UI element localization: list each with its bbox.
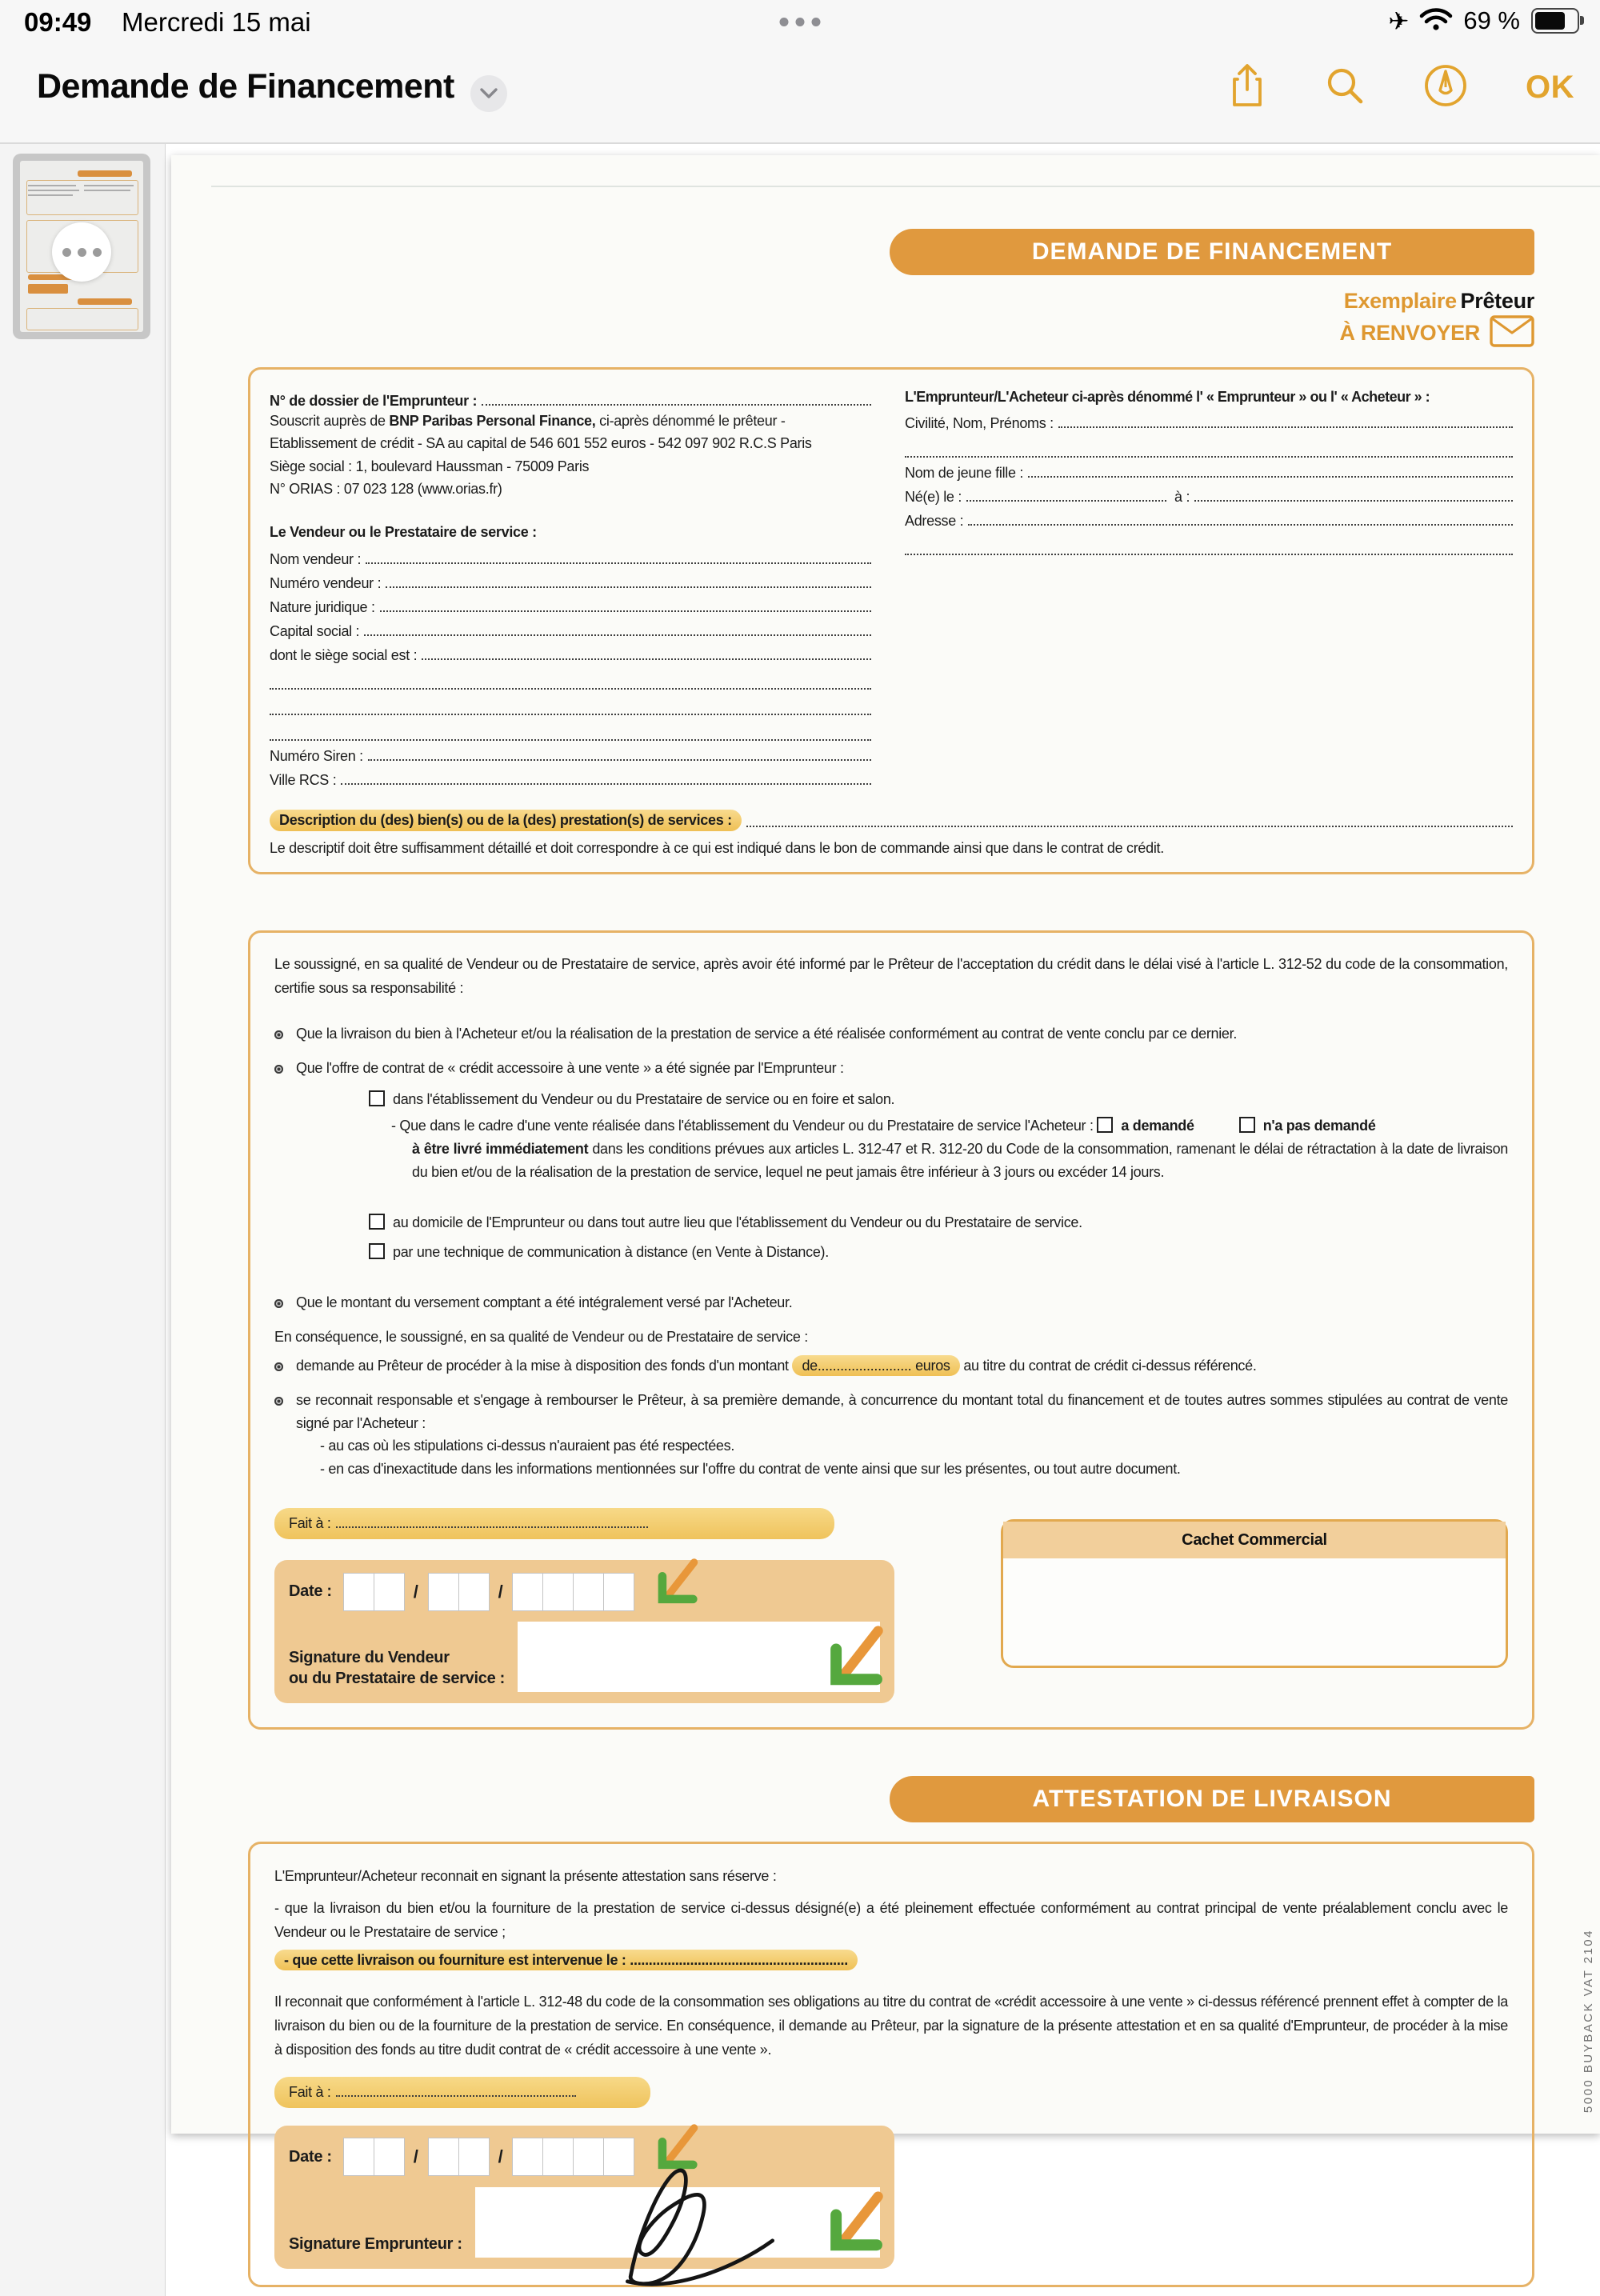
nom-vendeur-label: Nom vendeur : (270, 550, 362, 567)
preteur-line4: N° ORIAS : 07 023 128 (www.orias.fr) (270, 481, 502, 498)
capital-social-label: Capital social : (270, 622, 360, 639)
date-day-cells[interactable] (343, 2138, 404, 2176)
nature-juridique-label: Nature juridique : (270, 598, 375, 615)
adresse-field-line2[interactable] (905, 530, 1513, 555)
fait-a-field[interactable] (336, 2095, 576, 2097)
section-header-demande: DEMANDE DE FINANCEMENT (890, 229, 1534, 275)
date-year-cells[interactable] (512, 1573, 634, 1611)
section-header-attestation: ATTESTATION DE LIVRAISON (890, 1776, 1534, 1822)
multitask-dots-icon (780, 18, 821, 26)
rcs-field[interactable] (341, 783, 871, 785)
bullet-livraison: Que la livraison du bien à l'Acheteur et/ou la réalisation de la prestation de service a été réalisée conformément au contrat de vente conclu par ce dernier. (274, 1022, 1508, 1046)
description-field[interactable] (746, 826, 1513, 827)
siren-label: Numéro Siren : (270, 747, 363, 764)
vendeur-signature-field[interactable] (518, 1622, 880, 1692)
date-separator: / (498, 2146, 503, 2167)
ok-button[interactable]: OK (1526, 70, 1574, 105)
share-button[interactable] (1228, 62, 1266, 113)
bullet-offre: Que l'offre de contrat de « crédit accessoire à une vente » a été signée par l'Emprunteur : (274, 1057, 1508, 1080)
adresse-field[interactable] (968, 524, 1513, 526)
emprunteur-signature-block (274, 2126, 894, 2269)
ne-le-field[interactable] (966, 500, 1166, 502)
date-label: Date : (289, 1582, 332, 1601)
attestation-box (248, 1842, 1534, 2287)
attestation-intro: L'Emprunteur/Acheteur reconnait en signant la présente attestation sans réserve : (274, 1868, 777, 1885)
search-icon (1324, 65, 1366, 106)
attestation-dash1: - que la livraison du bien et/ou la fourniture de la prestation de service ci-dessus désigné(e) a été pleinement effectuée conformément au contrat principal de vente préalablement conclu avec le Vendeur ou le Prestataire de service ; (274, 1899, 1508, 1940)
montant-field[interactable]: de......................... euros (792, 1355, 959, 1376)
sign-here-icon[interactable] (826, 2191, 891, 2261)
signature-vendeur-label: Signature du Vendeur ou du Prestataire de service : (289, 1649, 506, 1688)
certification-intro: Le soussigné, en sa qualité de Vendeur ou de Prestataire de service, après avoir été informé par le Prêteur de l'acceptation du crédit dans le délai visé à l'article L. 312-52 du code de la consommation, certifie sous sa responsabilité : (274, 955, 1508, 997)
annotate-button[interactable] (1423, 63, 1468, 112)
option-distance: par une technique de communication à distance (en Vente à Distance). (369, 1241, 1508, 1264)
share-icon (1228, 62, 1266, 109)
exemplaire-block (248, 286, 1534, 353)
attestation-paragraph2: Il reconnait que conformément à l'article L. 312-48 du code de la consommation ses obligations au titre du contrat de «crédit accessoire à une vente » ci-dessus référencé prennent effet à compter de la livraison du bien ou de la fourniture de la prestation de service. En conséquence, il demande au Prêteur, par la signature de la présente attestation et en sa qualité d'Emprunteur, de procéder à la mise à disposition des fonds au titre dudit contrat de « crédit accessoire à une vente ». (274, 1993, 1508, 2058)
vendeur-header: Le Vendeur ou le Prestataire de service : (270, 524, 537, 541)
sign-here-icon[interactable] (654, 1558, 704, 1612)
fait-a-emprunteur (274, 2077, 650, 2108)
jeune-fille-field[interactable] (1028, 476, 1513, 478)
status-time: 09:49 (24, 7, 92, 37)
battery-percent: 69 % (1463, 6, 1520, 34)
renvoyer-label: À RENVOYER (1339, 321, 1480, 346)
checkbox-na-pas-demande[interactable] (1239, 1117, 1255, 1133)
dossier-label: N° de dossier de l'Emprunteur : (270, 392, 478, 409)
fait-a-vendeur (274, 1508, 834, 1539)
ne-a-field[interactable] (1194, 500, 1513, 502)
description-label: Description du (des) bien(s) ou de la (des) prestation(s) de services : (270, 810, 742, 831)
app-chrome (0, 0, 1600, 144)
civilite-label: Civilité, Nom, Prénoms : (905, 415, 1054, 432)
handwritten-signature (616, 2156, 784, 2296)
option-vente-etablissement: - Que dans le cadre d'une vente réalisée dans l'établissement du Vendeur ou du Prestataire de service l'Acheteur : a demandé n'a pas demandé à être livré immédiatement dans les conditions prévues aux articles L. 312-47 et R. 312-20 du Code de la consommation, ramenant le délai de rétractation à la date de livraison du bien et/ou de la réalisation de la prestation de service, lequel ne peut jamais être inférieur à 3 jours ou excéder 14 jours. (391, 1114, 1508, 1184)
siege-social-label: dont le siège social est : (270, 646, 418, 663)
toolbar (0, 45, 1600, 141)
date-separator: / (498, 1581, 503, 1602)
date-day-cells[interactable] (343, 1573, 404, 1611)
civilite-field[interactable] (1058, 426, 1513, 428)
thumbnail-more-button[interactable] (52, 222, 111, 282)
chevron-down-icon (479, 87, 498, 100)
numero-vendeur-label: Numéro vendeur : (270, 574, 382, 591)
preteur-paragraph: Souscrit auprès de BNP Paribas Personal Finance, ci-après dénommé le prêteur - (270, 412, 786, 429)
siege-social-field-line2[interactable] (270, 664, 871, 690)
bullet-versement: Que le montant du versement comptant a été intégralement versé par l'Acheteur. (274, 1291, 1508, 1314)
cachet-commercial-box[interactable] (1001, 1519, 1508, 1668)
siege-social-field-line4[interactable] (270, 715, 871, 741)
exemplaire-value: Prêteur (1460, 289, 1534, 313)
livraison-date-field[interactable]: - que cette livraison ou fourniture est intervenue le : .......................................................... (274, 1950, 858, 1970)
livraison-immediate-text: à être livré immédiatement dans les conditions prévues aux articles L. 312-47 et R. 312-20 du Code de la consommation, ramenant le délai de rétractation à la date de livraison du bien et/ou de la réalisation de la prestation de service, lequel ne peut jamais être inférieur à 3 jours ou excéder 14 jours. (412, 1140, 1508, 1181)
vendeur-signature-block (274, 1560, 894, 1703)
bullet-responsable: se reconnait responsable et s'engage à rembourser le Prêteur, à sa première demande, à concurrence du montant total du financement et de toutes autres sommes stipulées au contrat de vente signé par l'Acheteur : - au cas où les stipulations ci-dessus n'auraient pas été respectées. - en cas d'inexactitude dans les informations mentionnées sur l'offre du contrat de vente ainsi que sur les présentes, ou tout autre document. (274, 1389, 1508, 1481)
pdf-page (171, 155, 1600, 2253)
adresse-label: Adresse : (905, 513, 964, 530)
status-bar (0, 0, 1600, 45)
date-month-cells[interactable] (428, 1573, 489, 1611)
certification-box (248, 930, 1534, 1730)
option-etablissement: dans l'établissement du Vendeur ou du Prestataire de service ou en foire et salon. (369, 1088, 1508, 1111)
fait-a-label: Fait à : (289, 1515, 331, 1532)
dossier-field[interactable] (482, 404, 871, 406)
title-menu-button[interactable] (470, 75, 507, 112)
bullet-montant: demande au Prêteur de procéder à la mise à disposition des fonds d'un montant de......................... euros au titre du contrat de crédit ci-dessus référencé. (274, 1354, 1508, 1378)
date-month-cells[interactable] (428, 2138, 489, 2176)
emprunteur-signature-field[interactable] (475, 2187, 880, 2258)
civilite-field-line2[interactable] (905, 432, 1513, 458)
option-domicile: au domicile de l'Emprunteur ou dans tout autre lieu que l'établissement du Vendeur ou du Prestataire de service. (369, 1211, 1508, 1234)
checkbox-etablissement[interactable] (369, 1090, 385, 1106)
battery-icon (1531, 8, 1579, 34)
rcs-label: Ville RCS : (270, 771, 337, 788)
siren-field[interactable] (368, 759, 871, 761)
dash-stipulations: - au cas où les stipulations ci-dessus n'auraient pas été respectées. (320, 1438, 735, 1454)
envelope-icon (1490, 315, 1534, 352)
emprunteur-header: L'Emprunteur/L'Acheteur ci-après dénommé l' « Emprunteur » ou l' « Acheteur » : (905, 388, 1430, 405)
jeune-fille-label: Nom de jeune fille : (905, 465, 1024, 482)
checkbox-distance[interactable] (369, 1243, 385, 1259)
capital-social-field[interactable] (364, 634, 871, 636)
siege-social-field[interactable] (422, 658, 871, 660)
pen-circle-icon (1423, 63, 1468, 108)
thumbnail-sidebar (0, 144, 166, 2296)
checkbox-domicile[interactable] (369, 1214, 385, 1230)
siege-social-field-line3[interactable] (270, 690, 871, 715)
ne-le-label: Né(e) le : (905, 489, 962, 506)
nature-juridique-field[interactable] (380, 610, 871, 612)
consequence-intro: En conséquence, le soussigné, en sa qualité de Vendeur ou de Prestataire de service : (274, 1328, 808, 1345)
a-label: à : (1174, 489, 1190, 506)
cachet-commercial-label: Cachet Commercial (1003, 1522, 1506, 1558)
dash-inexactitude: - en cas d'inexactitude dans les informations mentionnées sur l'offre du contrat de vente ainsi que sur les présentes, ou tout autre document. (320, 1461, 1181, 1478)
signature-emprunteur-label: Signature Emprunteur : (289, 2234, 462, 2253)
date-label: Date : (289, 2147, 332, 2166)
fait-a-field[interactable] (336, 1526, 648, 1528)
wifi-icon (1420, 7, 1452, 35)
fait-a-label: Fait à : (289, 2083, 331, 2100)
checkbox-a-demande[interactable] (1097, 1117, 1113, 1133)
preteur-line3: Siège social : 1, boulevard Haussman - 75009 Paris (270, 458, 590, 474)
form-reference-code: 5000 BUYBACK VAT 2104 (1582, 1928, 1595, 2113)
sign-here-icon[interactable] (826, 1626, 891, 1695)
preteur-line2: Etablissement de crédit - SA au capital de 546 601 552 euros - 542 097 902 R.C.S Paris (270, 435, 812, 452)
document-title: Demande de Financement (37, 67, 454, 106)
description-note: Le descriptif doit être suffisamment détaillé et doit correspondre à ce qui est indiqué dans le bon de commande ainsi que dans le contrat de crédit. (270, 839, 1164, 856)
status-date: Mercredi 15 mai (122, 7, 311, 37)
page-thumbnail[interactable] (13, 154, 150, 339)
date-separator: / (413, 2146, 418, 2167)
numero-vendeur-field[interactable] (386, 586, 871, 588)
parties-box (248, 367, 1534, 874)
date-separator: / (413, 1581, 418, 1602)
nom-vendeur-field[interactable] (366, 562, 871, 564)
airplane-mode-icon: ✈ (1388, 6, 1410, 35)
exemplaire-label: Exemplaire (1343, 289, 1457, 313)
search-button[interactable] (1324, 65, 1366, 110)
